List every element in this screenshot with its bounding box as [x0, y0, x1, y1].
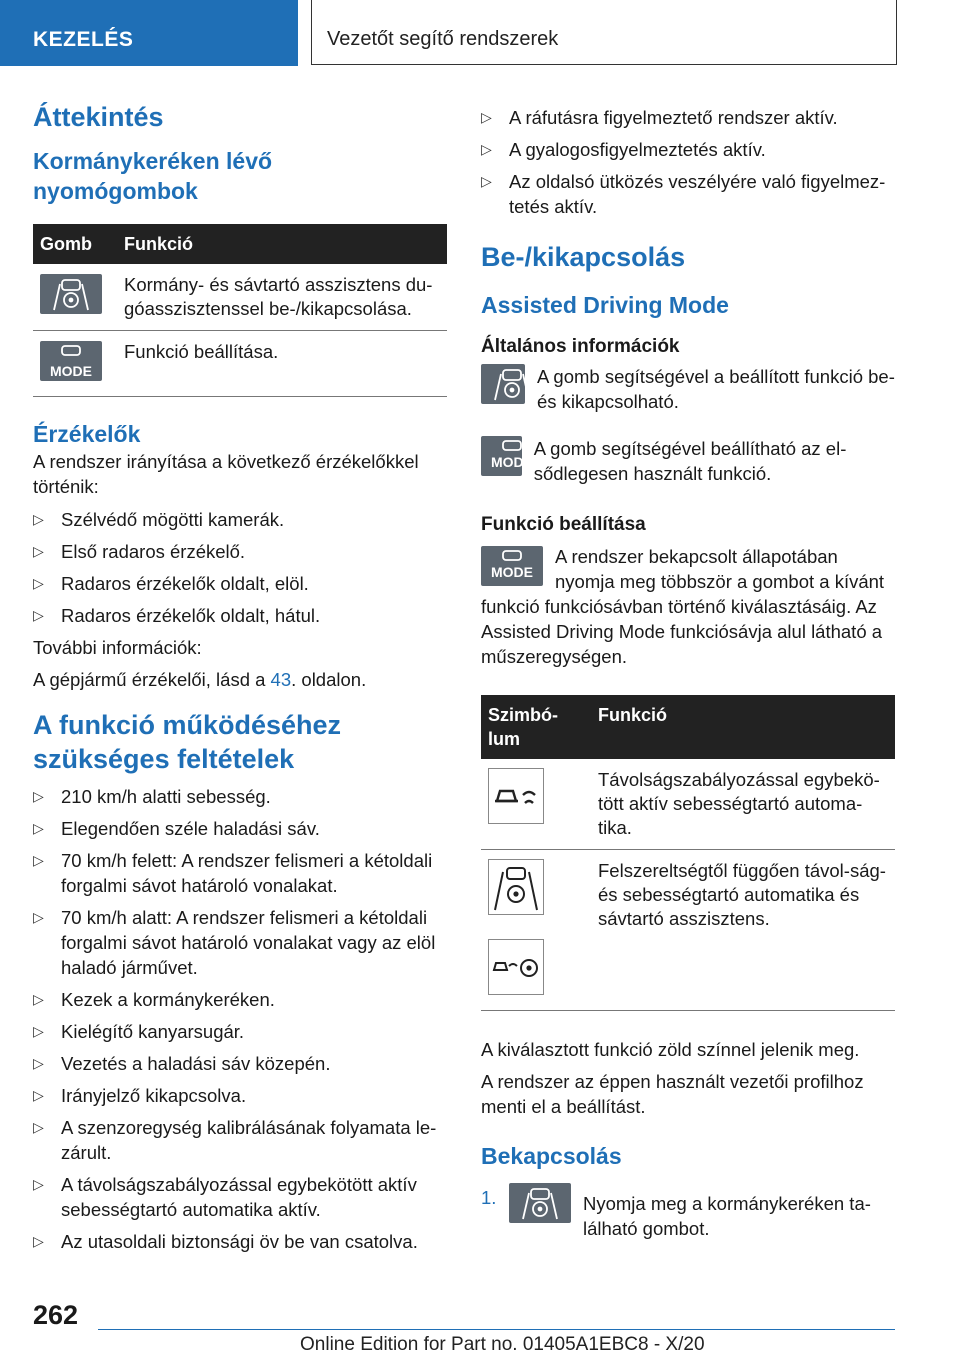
right-column	[481, 100, 895, 1241]
general-text-1: A gomb segítségével a beállított funkció be- és kikapcsolható.	[536, 366, 895, 412]
list-item: ▷ 210 km/h alatti sebesség.	[33, 784, 447, 809]
adm-heading: Assisted Driving Mode	[481, 292, 729, 318]
table-row	[481, 759, 895, 850]
buttons-table	[33, 224, 447, 397]
after-text-2: A rendszer az éppen használt vezetői profilhoz menti el a beállítást.	[481, 1071, 864, 1117]
list-item: ▷ 70 km/h felett: A rendszer felismeri a kétoldali forgalmi sávot határoló vonalakat.	[33, 848, 447, 898]
setting-block	[481, 544, 895, 669]
switch-on-heading: Bekapcsolás	[481, 1143, 622, 1169]
col-header-button: Gomb	[33, 224, 117, 264]
edition-text: Online Edition for Part no. 01405A1EBC8 - X/20	[300, 1334, 705, 1355]
function-text: Funkció beállítása.	[117, 331, 447, 397]
list-item: ▷ A gyalogosfigyelmeztetés aktív.	[481, 137, 895, 162]
list-item: ▷ Elegendően széle haladási sáv.	[33, 816, 447, 841]
table-row	[33, 331, 447, 397]
step-text: Nyomja meg a kormánykeréken ta-lálható gombot.	[583, 1193, 871, 1239]
after-text-1: A kiválasztott funkció zöld színnel jelenik meg.	[481, 1039, 860, 1060]
page-link[interactable]: 43	[270, 669, 292, 690]
onoff-heading: Be-/kikapcsolás	[481, 242, 686, 272]
list-item: ▷ Radaros érzékelők oldalt, hátul.	[33, 603, 447, 628]
list-item: ▷ Irányjelző kikapcsolva.	[33, 1083, 447, 1108]
mode-label: MODE	[50, 363, 92, 379]
steering-assist-icon	[40, 274, 102, 314]
mode-button-icon	[481, 546, 543, 586]
setting-heading: Funkció beállítása	[481, 514, 646, 535]
sensors-heading: Érzékelők	[33, 421, 141, 447]
col-header-function: Funkció	[117, 224, 447, 264]
list-item: ▷ Az oldalsó ütközés veszélyére való figyelmez-tetés aktív.	[481, 169, 895, 219]
page-header	[0, 0, 960, 66]
col-header-function: Funkció	[591, 695, 895, 759]
list-item: ▷ Szélvédő mögötti kamerák.	[33, 507, 447, 532]
mode-label: MODE	[491, 564, 533, 580]
mode-button-icon	[481, 436, 533, 476]
list-item: ▷ Az utasoldali biztonsági öv be van csatolva.	[33, 1229, 447, 1254]
step-1	[481, 1183, 895, 1241]
general-row	[481, 364, 895, 414]
function-text: Távolságszabályozással egybekö-tött aktív sebességtartó automa-tika.	[591, 759, 895, 850]
function-text: Felszereltségtől függően távol-ság- és sebességtartó automatika és sávtartó asszisztens.	[591, 850, 895, 1011]
conditions-heading: A funkció működéséhez szükséges feltételek	[33, 710, 342, 774]
footer-divider	[98, 1329, 895, 1330]
list-item: ▷ A ráfutásra figyelmeztető rendszer aktív.	[481, 105, 895, 130]
section-tab	[0, 0, 298, 66]
function-text: Kormány- és sávtartó asszisztens du-góasszisztenssel be-/kikapcsolása.	[117, 264, 447, 331]
chapter-title: Vezetőt segítő rendszerek	[327, 28, 559, 50]
sensors-intro: A rendszer irányítása a következő érzékelőkkel történik:	[33, 451, 419, 497]
mode-button-icon	[40, 341, 102, 381]
table-row	[33, 264, 447, 331]
step-number: 1.	[481, 1187, 497, 1208]
general-heading: Általános információk	[481, 336, 680, 357]
conditions-list	[33, 784, 447, 1254]
list-item: ▷ Kezek a kormánykeréken.	[33, 987, 447, 1012]
list-item: ▷ A távolságszabályozással egybekötött aktív sebességtartó automatika aktív.	[33, 1172, 447, 1222]
table-row	[481, 850, 895, 1011]
general-text-2: A gomb segítségével beállítható az el-sődlegesen használt funkció.	[533, 438, 847, 484]
section-title: KEZELÉS	[33, 28, 134, 51]
mode-label: MODE	[491, 454, 533, 470]
sensor-list	[33, 507, 447, 628]
symbols-table	[481, 695, 895, 1011]
active-systems-list	[481, 105, 895, 219]
setting-text: A rendszer bekapcsolt állapotában nyomja meg többször a gombot a kívánt funkció funkciósávban történő kiválasztásáig. Az Assisted Driving Mode funkciósávja alul látható a műszeregységen.	[481, 546, 885, 667]
list-item: ▷ Vezetés a haladási sáv közepén.	[33, 1051, 447, 1076]
list-item: ▷ 70 km/h alatt: A rendszer felismeri a kétoldali forgalmi sávot határoló vonalakat vagy az elöl haladó járművet.	[33, 905, 447, 980]
acc-distance-icon	[488, 768, 544, 824]
list-item: ▷ Első radaros érzékelő.	[33, 539, 447, 564]
steering-assist-icon	[481, 364, 525, 404]
buttons-heading: Kormánykeréken lévő nyomógombok	[33, 148, 273, 204]
general-row	[481, 436, 895, 486]
list-item: ▷ Kielégítő kanyarsugár.	[33, 1019, 447, 1044]
chapter-box	[311, 0, 897, 65]
list-item: ▷ A szenzoregység kalibrálásának folyamata le-zárult.	[33, 1115, 447, 1165]
col-header-symbol: Szimbó-lum	[481, 695, 591, 759]
page-number: 262	[33, 1300, 79, 1330]
acc-steering-icon	[488, 939, 544, 995]
list-item: ▷ Radaros érzékelők oldalt, elöl.	[33, 571, 447, 596]
more-info: További információk:	[33, 637, 202, 658]
overview-heading: Áttekintés	[33, 102, 164, 132]
steering-assist-icon	[509, 1183, 571, 1223]
acc-lane-assist-icon	[488, 859, 544, 915]
sensor-reference: A gépjármű érzékelői, lásd a 43. oldalon.	[33, 669, 367, 690]
left-column	[33, 100, 447, 1261]
